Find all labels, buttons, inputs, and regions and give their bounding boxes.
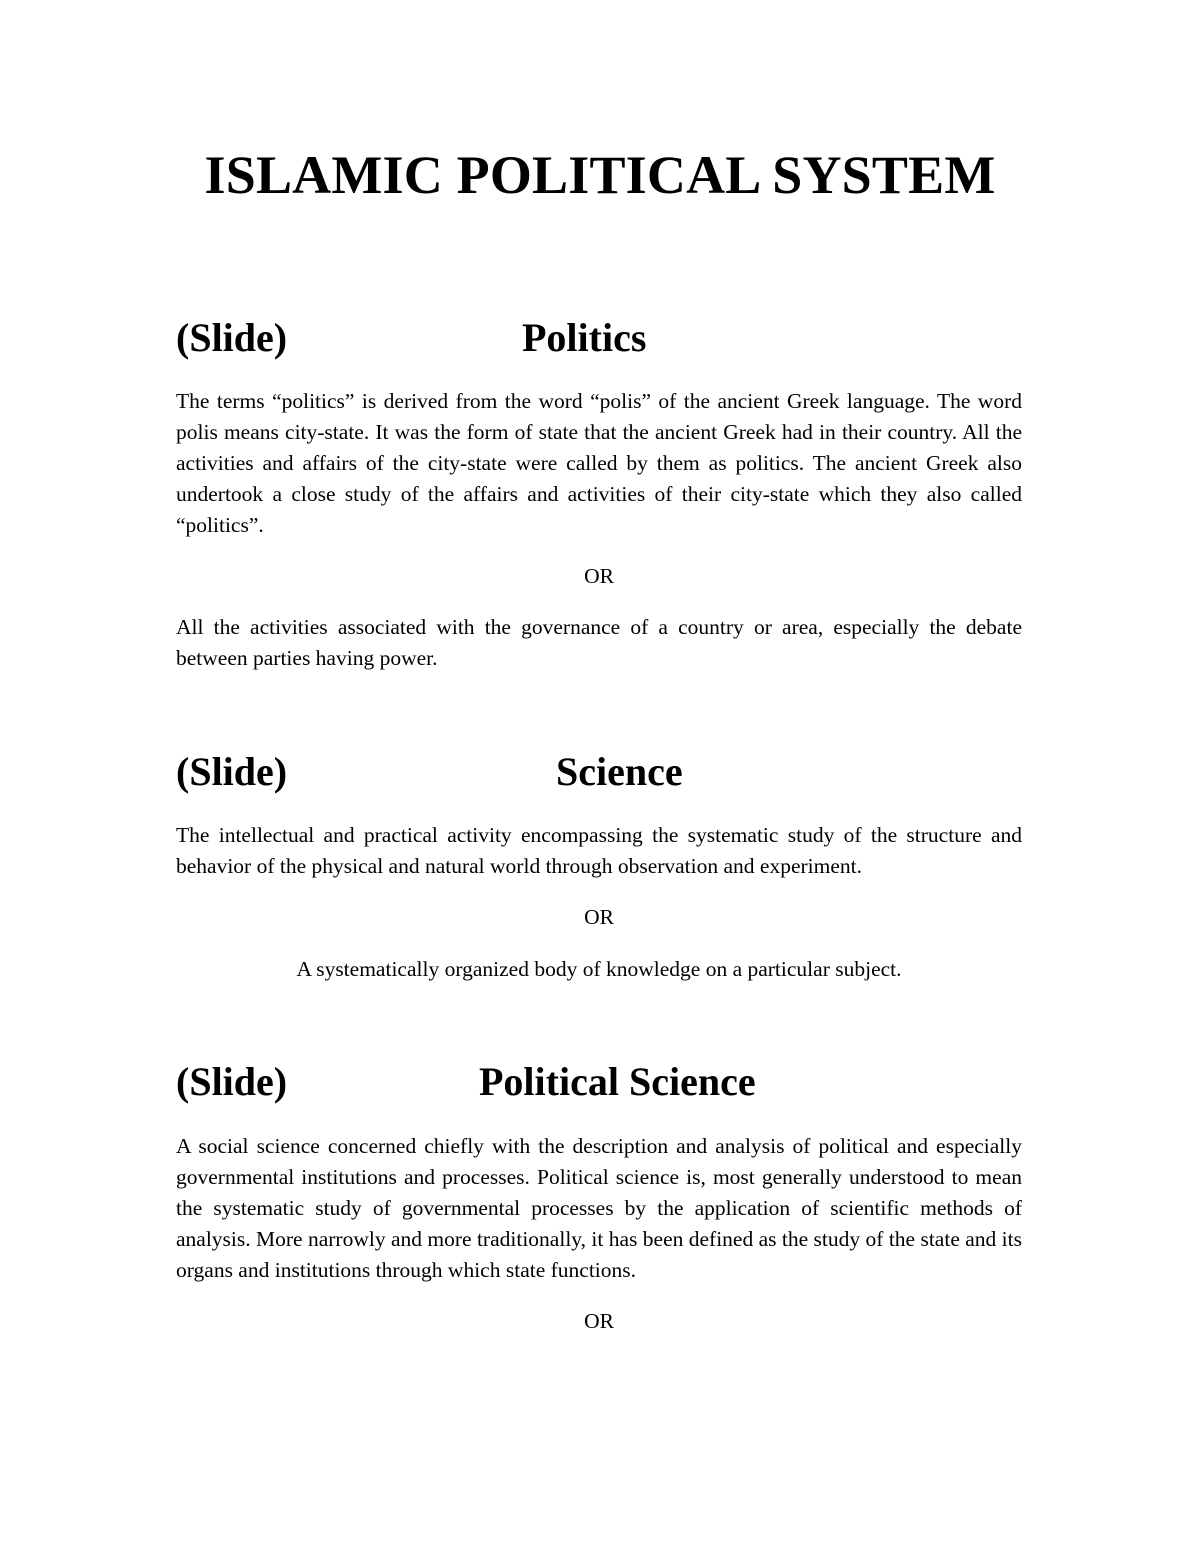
science-definition-paragraph: The intellectual and practical activity encompassing the systematic study of the structure and behavior of the physical and natural world through observation and experiment.: [176, 823, 1022, 878]
politics-definition-paragraph: The terms “politics” is derived from the word “polis” of the ancient Greek language. The word polis means city-state. It was the form of state that the ancient Greek had in their country. All the activities and affairs of the city-state were called by them as politics. The ancient Greek also undertook a close study of the affairs and activities of their city-state which they also called “politics”.: [176, 389, 1022, 537]
section-heading-politics: [176, 312, 1026, 364]
politics-alt-definition-paragraph: All the activities associated with the governance of a country or area, especially the debate between parties having power.: [176, 615, 1022, 670]
slide-tag: (Slide): [176, 749, 288, 794]
or-separator: OR: [584, 905, 614, 929]
science-alt-definition-paragraph: A systematically organized body of knowledge on a particular subject.: [296, 957, 902, 981]
slide-tag: (Slide): [176, 315, 288, 360]
or-separator: OR: [584, 564, 614, 588]
section-heading-science: [176, 746, 1026, 798]
section-heading-political-science: [176, 1056, 1026, 1108]
section-title-politics: Politics: [522, 315, 647, 360]
slide-tag: (Slide): [176, 1059, 288, 1104]
document-title: ISLAMIC POLITICAL SYSTEM: [204, 145, 996, 205]
section-title-science: Science: [556, 749, 683, 794]
or-separator: OR: [584, 1309, 614, 1333]
section-title-political-science: Political Science: [479, 1059, 756, 1104]
political-science-definition-paragraph: A social science concerned chiefly with the description and analysis of political and especially governmental institutions and processes. Political science is, most generally understood to mean the systematic study of governmental processes by the application of scientific methods of analysis. More narrowly and more traditionally, it has been defined as the study of the state and its organs and institutions through which state functions.: [176, 1134, 1022, 1282]
